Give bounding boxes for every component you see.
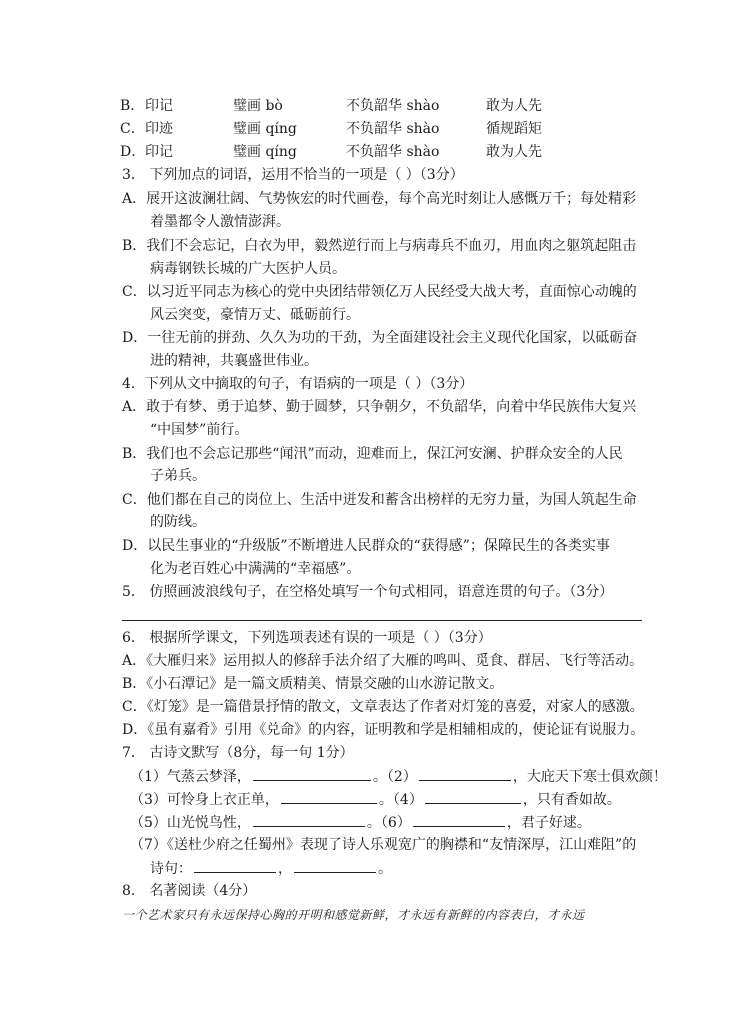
option-d: D．《虽有嘉肴》引用《兑命》的内容，证明教和学是相辅相成的，使论证有说服力。 xyxy=(122,722,645,738)
question-stem: 7． 古诗文默写（8分，每一句 1分） xyxy=(122,745,354,761)
question-stem: 8． 名著阅读（4分） xyxy=(122,883,257,899)
poem-line-2 xyxy=(130,789,621,810)
option-d-cont: 进的精神，共襄盛世伟业。 xyxy=(150,353,318,369)
option-a-cont: 着墨都令人激情澎湃。 xyxy=(150,214,290,230)
answer-line[interactable] xyxy=(122,620,642,621)
option-b-cont: 子弟兵。 xyxy=(150,468,206,484)
answer-blank[interactable] xyxy=(253,812,365,827)
poem-text: 。 xyxy=(378,861,392,877)
option-letter: C． xyxy=(120,121,145,137)
answer-blank[interactable] xyxy=(194,858,276,873)
answer-blank[interactable] xyxy=(294,858,376,873)
poem-text: 诗句： xyxy=(150,861,192,877)
excerpt-text: 一个艺术家只有永远保持心胸的开明和感觉新鲜，才永远有新鲜的内容表白，才永远 xyxy=(122,908,585,922)
option-d: D．一往无前的拼劲、久久为功的干劲，为全面建设社会主义现代化国家，以砥砺奋 xyxy=(122,330,638,346)
poem-text: 。（6） xyxy=(366,815,411,831)
option-c: C．以习近平同志为核心的党中央团结带领亿万人民经受大战大考，直面惊心动魄的 xyxy=(122,284,637,300)
option-cell: 印迹 xyxy=(145,121,173,137)
option-b-cont: 病毒钢铁长城的广大医护人员。 xyxy=(150,261,346,277)
question-stem: 5． 仿照画波浪线句子，在空格处填写一个句式相同，语意连贯的句子。（3分） xyxy=(122,584,614,600)
option-cell: 印记 xyxy=(145,144,173,160)
option-c: C．他们都在自己的岗位上、生活中迸发和蓄含出榜样的无穷力量，为国人筑起生命 xyxy=(122,492,637,508)
option-cell: 印记 xyxy=(145,98,173,114)
option-cell: 敢为人先 xyxy=(486,144,542,160)
option-cell: 不负韶华 shào xyxy=(346,144,440,160)
option-b: B．我们不会忘记，白衣为甲，毅然逆行而上与病毒兵不血刃，用血肉之躯筑起阻击 xyxy=(122,238,637,254)
poem-text: ，只有香如故。 xyxy=(522,792,621,808)
poem-text: 。（4） xyxy=(378,792,423,808)
option-cell: 不负韶华 shào xyxy=(346,98,440,114)
option-cell: 敢为人先 xyxy=(486,98,542,114)
poem-text: ，大庇天下寒士俱欢颜！ xyxy=(512,769,667,785)
poem-text: （3）可怜身上衣正单， xyxy=(130,792,279,808)
poem-line-4: （7）《送杜少府之任蜀州》表现了诗人乐观宽广的胸襟和“友情深厚，江山难阻”的 xyxy=(130,837,637,853)
option-cell: 璧画 qíng xyxy=(233,121,297,137)
question-stem: 6． 根据所学课文，下列选项表述有误的一项是（ ）（3分） xyxy=(122,630,492,646)
poem-text: （1）气蒸云梦泽， xyxy=(130,769,251,785)
option-cell: 不负韶华 shào xyxy=(346,121,440,137)
poem-line-1 xyxy=(130,766,667,787)
option-c-cont: 风云突变，豪情万丈、砥砺前行。 xyxy=(150,307,360,323)
answer-blank[interactable] xyxy=(413,812,505,827)
poem-text: ，君子好逑。 xyxy=(506,815,591,831)
option-c-cont: 的防线。 xyxy=(150,514,206,530)
poem-line-3 xyxy=(130,812,591,833)
question-stem: 3． 下列加点的词语，运用不恰当的一项是（ ）（3分） xyxy=(122,167,464,183)
option-cell: 璧画 bò xyxy=(233,98,283,114)
option-d-cont: 化为老百姓心中满满的“幸福感”。 xyxy=(150,561,361,577)
option-d: D．以民生事业的“升级版”不断增进人民群众的“获得感”；保障民生的各类实事 xyxy=(122,538,610,554)
answer-blank[interactable] xyxy=(281,789,377,804)
option-b: B．《小石潭记》是一篇文质精美、情景交融的山水游记散文。 xyxy=(122,676,504,692)
option-b: B．我们也不会忘记那些“闻汛”而动，迎难而上，保江河安澜、护群众安全的人民 xyxy=(122,446,623,462)
option-letter: D． xyxy=(120,144,146,160)
option-letter: B． xyxy=(120,98,145,114)
option-a: A．展开这波澜壮阔、气势恢宏的时代画卷，每个高光时刻让人感慨万千；每处精彩 xyxy=(122,191,637,207)
poem-text: 。（2） xyxy=(372,769,417,785)
option-c: C．《灯笼》是一篇借景抒情的散文，文章表达了作者对灯笼的喜爱，对家人的感激。 xyxy=(122,699,644,715)
poem-line-4-cont xyxy=(150,858,392,879)
answer-blank[interactable] xyxy=(425,789,521,804)
poem-text: ， xyxy=(278,861,292,877)
option-cell: 循规蹈矩 xyxy=(486,121,542,137)
answer-blank[interactable] xyxy=(419,766,511,781)
option-a-cont: “中国梦”前行。 xyxy=(150,422,249,438)
poem-text: （5）山光悦鸟性， xyxy=(130,815,251,831)
option-cell: 璧画 qíng xyxy=(233,144,297,160)
question-stem: 4．下列从文中摘取的句子，有语病的一项是（ ）（3分） xyxy=(122,376,474,392)
option-a: A．《大雁归来》运用拟人的修辞手法介绍了大雁的鸣叫、觅食、群居、飞行等活动。 xyxy=(122,653,644,669)
answer-blank[interactable] xyxy=(253,766,371,781)
option-a: A．敢于有梦、勇于追梦、勤于圆梦，只争朝夕，不负韶华，向着中华民族伟大复兴 xyxy=(122,399,637,415)
